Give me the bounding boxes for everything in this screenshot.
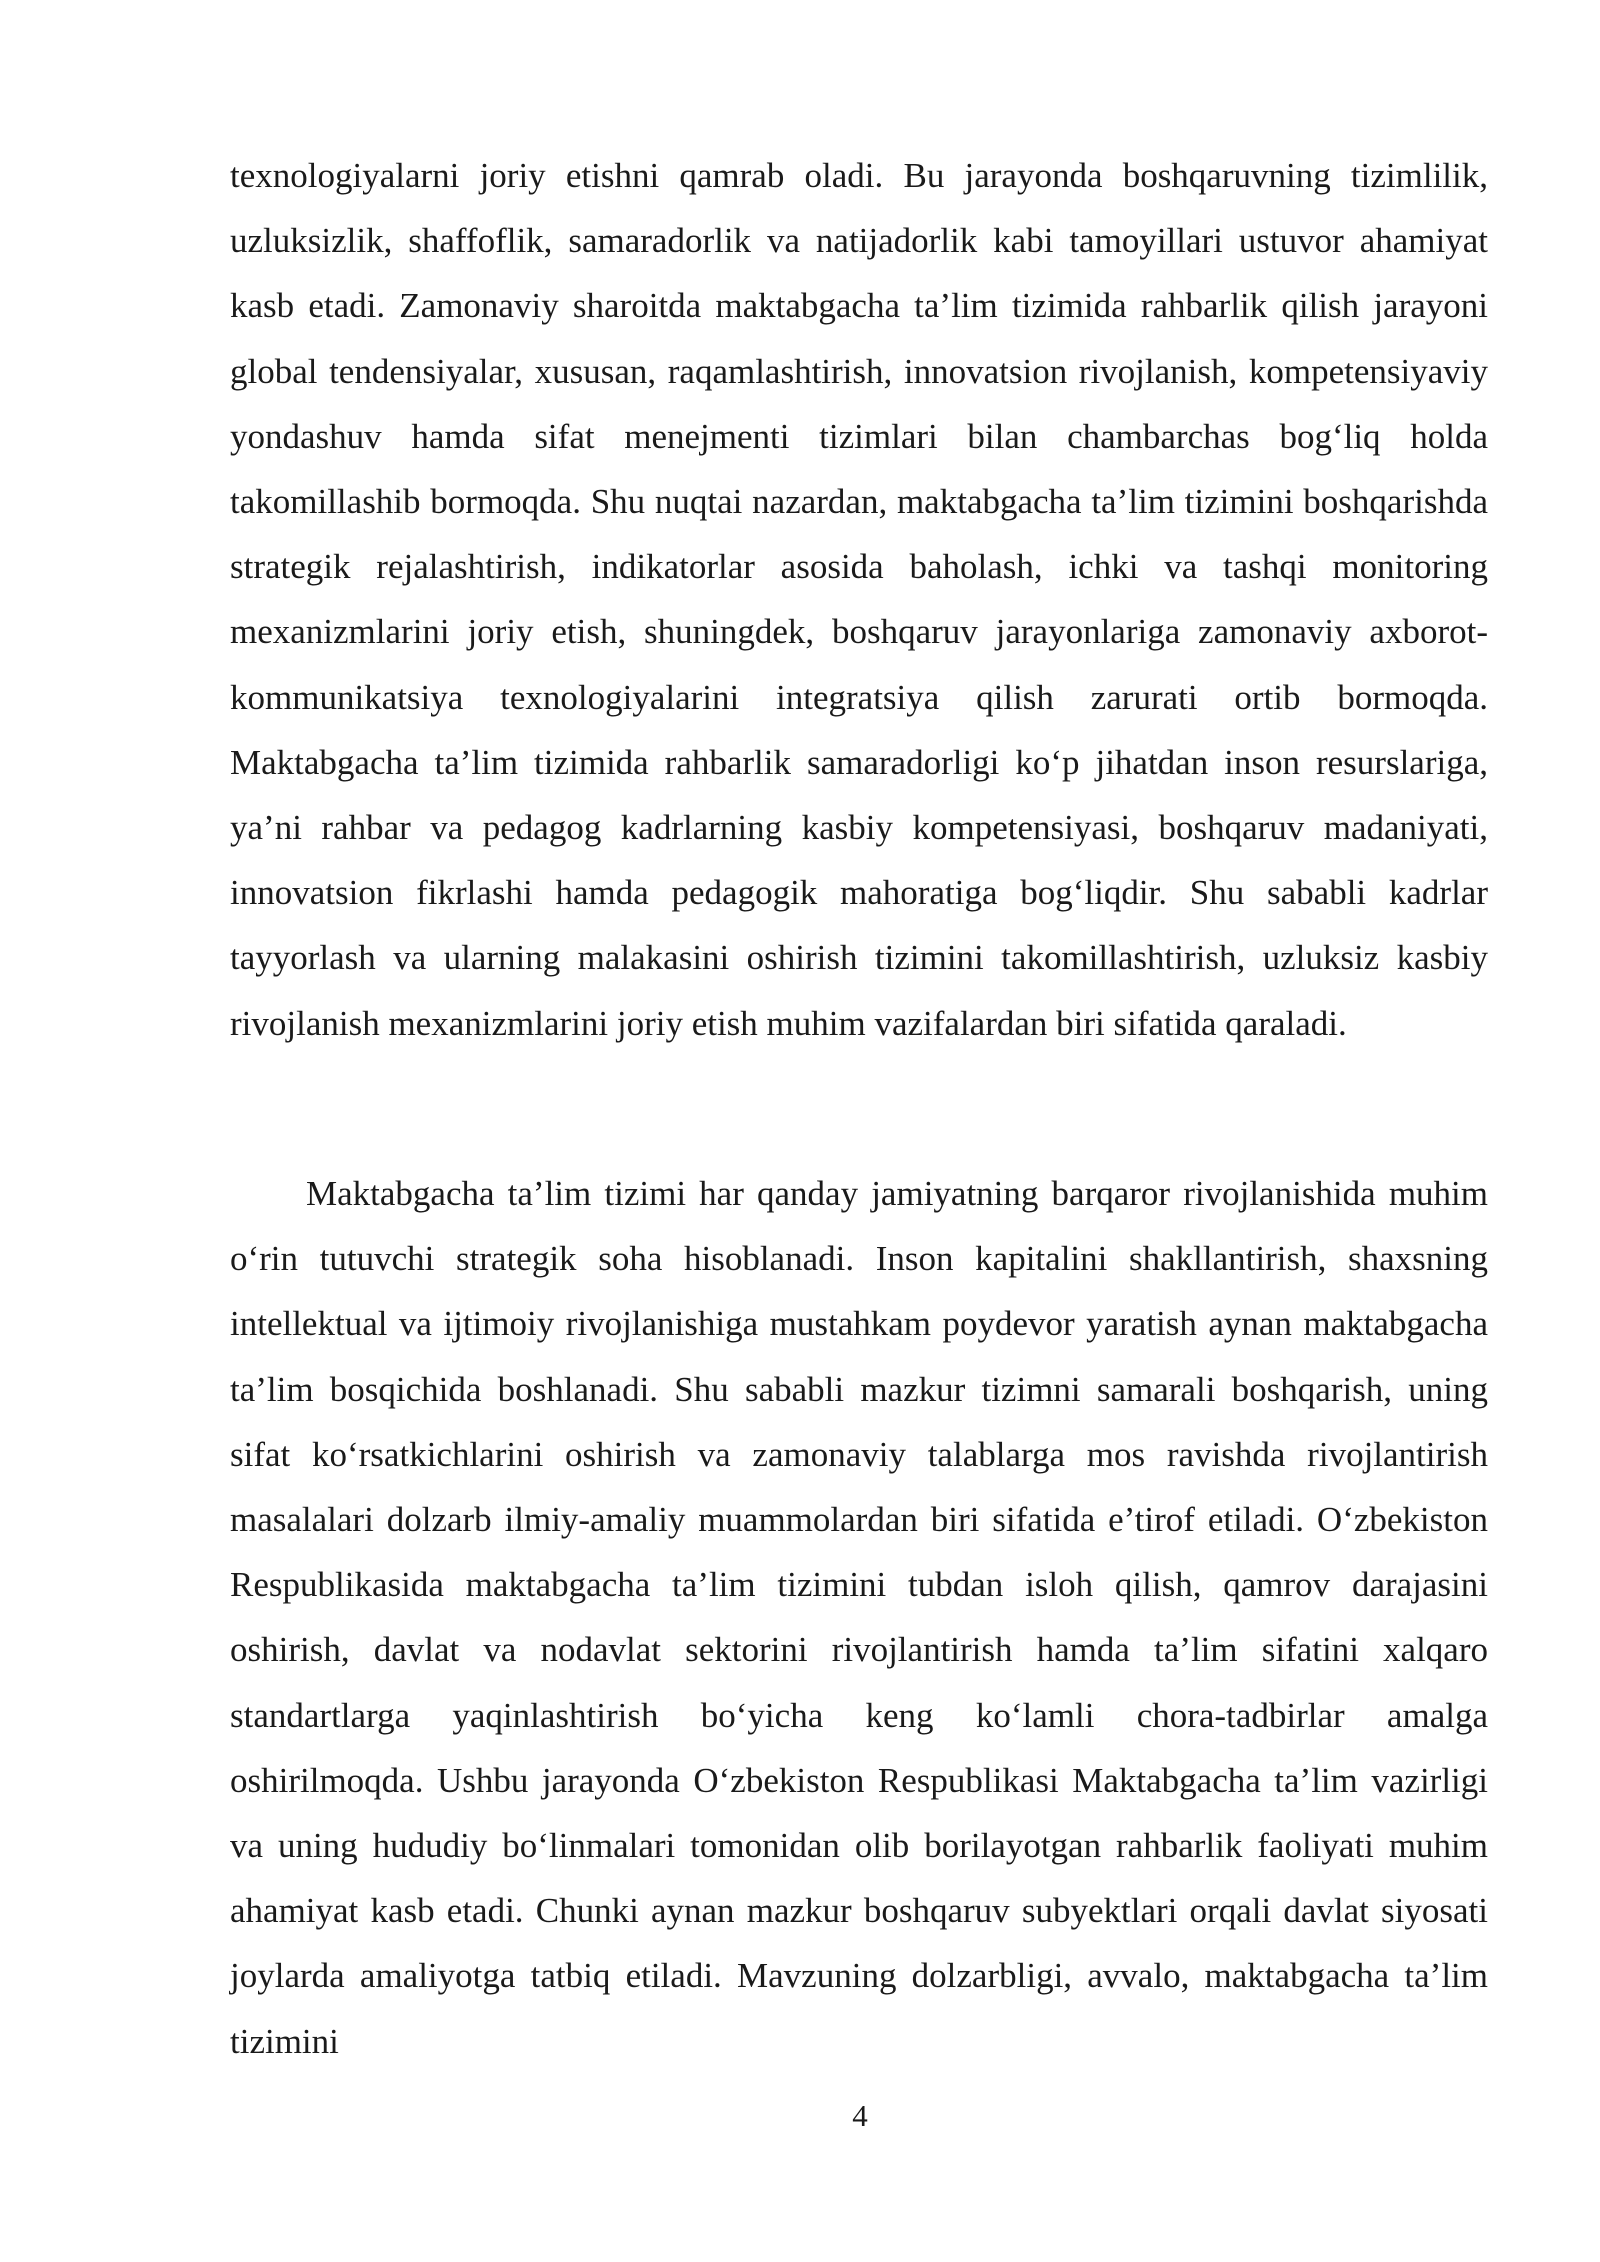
body-paragraph-2: Maktabgacha ta’lim tizimi har qanday jamiyatning barqaror rivojlanishida muhim o‘rin tutuvchi strategik soha hisoblanadi. Inson kapitalini shakllantirish, shaxsning intellektual va ijtimoiy rivojlanishiga mustahkam poydevor yaratish aynan maktabgacha ta’lim bosqichida boshlanadi. Shu sababli mazkur tizimni samarali boshqarish, uning sifat ko‘rsatkichlarini oshirish va zamonaviy talablarga mos ravishda rivojlantirish masalalari dolzarb ilmiy-amaliy muammolardan biri sifatida e’tirof etiladi. O‘zbekiston Respublikasida maktabgacha ta’lim tizimini tubdan isloh qilish, qamrov darajasini oshirish, davlat va nodavlat sektorini rivojlantirish hamda ta’lim sifatini xalqaro standartlarga yaqinlashtirish bo‘yicha keng ko‘lamli chora-tadbirlar amalga oshirilmoqda. Ushbu jarayonda O‘zbekiston Respublikasi Maktabgacha ta’lim vazirligi va uning hududiy bo‘linmalari tomonidan olib borilayotgan rahbarlik faoliyati muhim ahamiyat kasb etadi. Chunki aynan mazkur boshqaruv subyektlari orqali davlat siyosati joylarda amaliyotga tatbiq etiladi. Mavzuning dolzarbligi, avvalo, maktabgacha ta’lim tizimini	[230, 1174, 1488, 2061]
page-number: 4	[852, 2098, 868, 2133]
body-paragraph-1: texnologiyalarni joriy etishni qamrab oladi. Bu jarayonda boshqaruvning tizimlilik, uzluksizlik, shaffoflik, samaradorlik va natijadorlik kabi tamoyillari ustuvor ahamiyat kasb etadi. Zamonaviy sharoitda maktabgacha ta’lim tizimida rahbarlik qilish jarayoni global tendensiyalar, xususan, raqamlashtirish, innovatsion rivojlanish, kompetensiyaviy yondashuv hamda sifat menejmenti tizimlari bilan chambarchas bog‘liq holda takomillashib bormoqda. Shu nuqtai nazardan, maktabgacha ta’lim tizimini boshqarishda strategik rejalashtirish, indikatorlar asosida baholash, ichki va tashqi monitoring mexanizmlarini joriy etish, shuningdek, boshqaruv jarayonlariga zamonaviy axborot-kommunikatsiya texnologiyalarini integratsiya qilish zarurati ortib bormoqda. Maktabgacha ta’lim tizimida rahbarlik samaradorligi ko‘p jihatdan inson resurslariga, ya’ni rahbar va pedagog kadrlarning kasbiy kompetensiyasi, boshqaruv madaniyati, innovatsion fikrlashi hamda pedagogik mahoratiga bog‘liqdir. Shu sababli kadrlar tayyorlash va ularning malakasini oshirish tizimini takomillashtirish, uzluksiz kasbiy rivojlanish mexanizmlarini joriy etish muhim vazifalardan biri sifatida qaraladi.	[230, 156, 1488, 1043]
